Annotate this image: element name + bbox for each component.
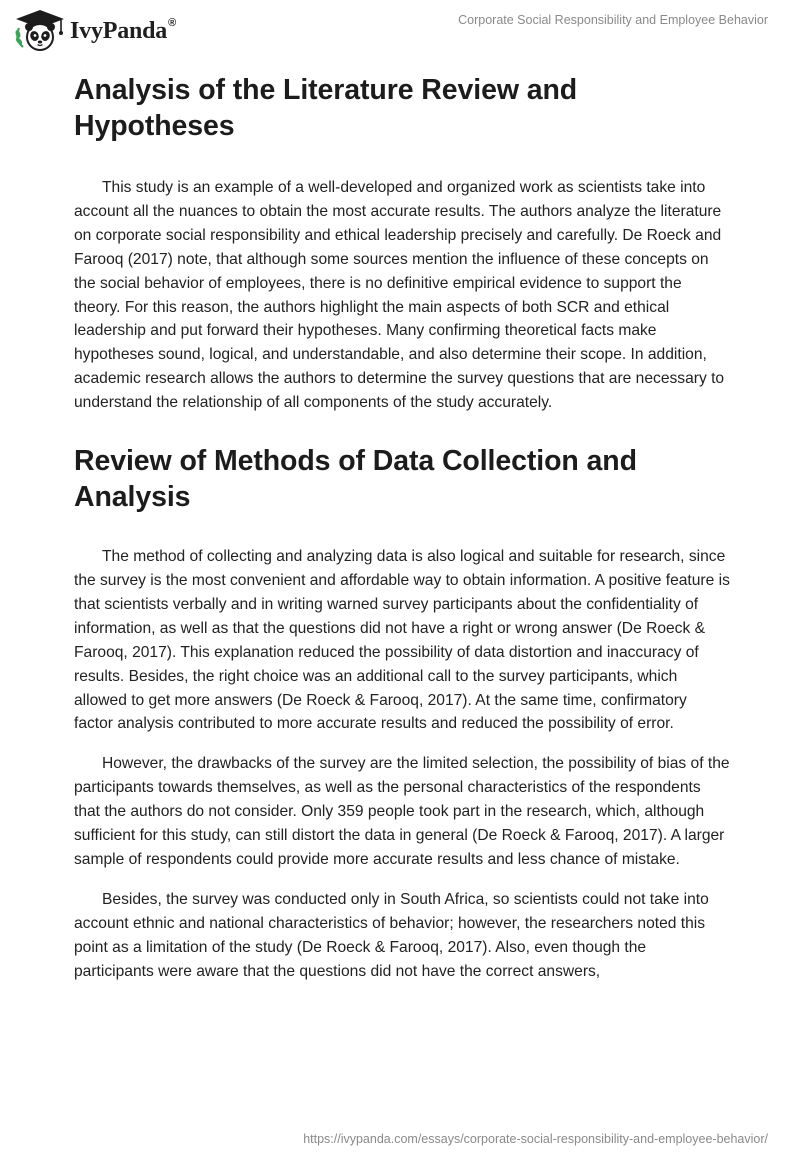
source-url[interactable]: https://ivypanda.com/essays/corporate-social-responsibility-and-employee-behavior/ — [303, 1132, 768, 1146]
paragraph: The method of collecting and analyzing data is also logical and suitable for research, since the survey is the most convenient and affordable way to obtain information. A positive feature is that scientists verbally and in writing warned survey participants about the confidentiality of information, as well as that the questions did not have a right or wrong answer (De Roeck & Farooq, 2017). This explanation reduced the possibility of data distortion and inaccuracy of results. Besides, the right choice was an additional call to the survey participants, which allowed to get more answers (De Roeck & Farooq, 2017). At the same time, confirmatory factor analysis contributed to more accurate results and reduced the possibility of error. — [74, 548, 730, 733]
ivypanda-logo[interactable] — [14, 8, 176, 52]
running-title: Corporate Social Responsibility and Employee Behavior — [458, 13, 768, 27]
logo-wordmark: IvyPanda® — [70, 16, 177, 44]
panda-graduate-icon — [14, 8, 66, 52]
paragraph: Besides, the survey was conducted only in South Africa, so scientists could not take into account ethnic and national characteristics of behavior; however, the researchers noted this point as a limitation of the study (De Roeck & Farooq, 2017). Also, even though the participants were aware that the questions did not have the correct answers, — [74, 890, 709, 980]
page-header — [0, 0, 800, 60]
section-heading-literature-review: Analysis of the Literature Review and Hypotheses — [74, 74, 578, 142]
registered-mark: ® — [168, 16, 177, 29]
paragraph: However, the drawbacks of the survey are the limited selection, the possibility of bias of the participants towards themselves, as well as the personal characteristics of the respondents that the authors do not consider. Only 359 people took part in the research, which, although sufficient for this study, can still distort the data in general (De Roeck & Farooq, 2017). A larger sample of respondents could provide more accurate results and less chance of mistake. — [74, 755, 730, 868]
paragraph: This study is an example of a well-developed and organized work as scientists take into account all the nuances to obtain the most accurate results. The authors analyze the literature on corporate social responsibility and ethical leadership precisely and carefully. De Roeck and Farooq (2017) note, that although some sources mention the influence of these concepts on the social behavior of employees, there is no definitive empirical evidence to support the theory. For this reason, the authors highlight the main aspects of both SCR and ethical leadership and put forward their hypotheses. Many confirming theoretical facts make hypotheses sound, logical, and understandable, and also determine their scope. In addition, academic research allows the authors to determine the survey questions that are necessary to understand the relationship of all components of the study accurately. — [74, 179, 725, 412]
essay-body — [74, 72, 730, 999]
section-heading-methods-review: Review of Methods of Data Collection and Analysis — [74, 445, 637, 514]
